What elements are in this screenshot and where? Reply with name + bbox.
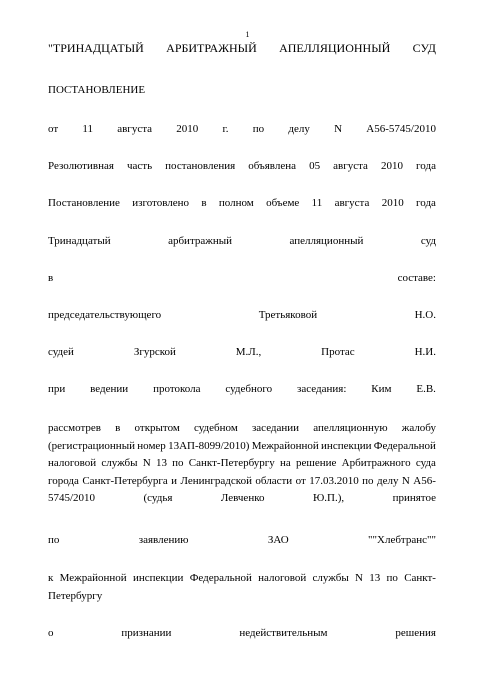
word: 11 xyxy=(82,123,93,135)
word: Тринадцатый xyxy=(48,235,111,247)
word: 5745/2010 xyxy=(48,492,96,504)
presiding-judge-line xyxy=(48,308,436,322)
word: августа xyxy=(334,197,370,209)
word: рассмотрев xyxy=(48,422,101,434)
word: объеме xyxy=(266,197,300,209)
word: ЗАО xyxy=(267,534,289,546)
recognition-line xyxy=(48,626,436,640)
word: 2010 xyxy=(380,160,403,172)
word: года xyxy=(416,160,436,172)
case-number: А56-5745/2010 xyxy=(366,123,436,135)
word: Е.В. xyxy=(416,383,436,395)
word: ведении xyxy=(90,383,129,395)
word: судебного xyxy=(225,383,273,395)
word: 13 xyxy=(369,572,381,584)
word: в xyxy=(201,197,207,209)
word: инспекции xyxy=(132,572,184,584)
word: Арбитражного xyxy=(341,457,411,469)
page-number: 1 xyxy=(245,30,250,39)
word: 2010 xyxy=(381,197,404,209)
paragraph-line xyxy=(48,455,436,473)
judge-name: Згурской xyxy=(133,346,176,358)
word: к xyxy=(48,572,54,584)
word: судебном xyxy=(194,422,238,434)
court-title xyxy=(48,41,436,55)
word: на xyxy=(280,457,291,469)
paragraph-line xyxy=(48,570,436,588)
word: объявлена xyxy=(248,160,296,172)
word: N xyxy=(355,572,363,584)
judge-initials: Н.О. xyxy=(414,309,436,321)
word: по xyxy=(48,534,60,546)
word: жалобу xyxy=(401,422,436,434)
judge-name: Третьяковой xyxy=(258,309,318,321)
word: 17.03.2010 xyxy=(309,474,359,487)
word: N xyxy=(334,123,343,135)
word: Федеральной xyxy=(373,439,436,452)
composition-line xyxy=(48,271,436,285)
judges-line xyxy=(48,345,436,359)
company-name: ""Хлебтранс"" xyxy=(368,534,436,546)
word: августа xyxy=(117,123,153,135)
word: постановления xyxy=(165,160,236,172)
word: налоговой xyxy=(48,457,97,469)
word: 05 xyxy=(309,160,321,172)
word: заявлению xyxy=(138,534,189,546)
word: суда xyxy=(415,457,436,469)
word: делу xyxy=(288,123,310,135)
word: города xyxy=(48,474,79,487)
word: А56- xyxy=(413,474,436,487)
word: службы xyxy=(101,457,138,469)
word: Межрайонной xyxy=(251,439,319,452)
full-text-date-line xyxy=(48,196,436,210)
respondent-paragraph xyxy=(48,570,436,605)
word: Ленинградской xyxy=(180,474,252,487)
word: 13 xyxy=(155,457,167,469)
word: по xyxy=(172,457,184,469)
word: от xyxy=(48,123,59,135)
application-line xyxy=(48,533,436,547)
word: судей xyxy=(48,346,74,358)
word: инспекции xyxy=(321,439,372,452)
word: (регистрационный xyxy=(48,439,135,452)
word: Постановление xyxy=(48,197,120,209)
word: г. xyxy=(222,123,229,135)
court-name-line xyxy=(48,234,436,248)
resolution-announced-line xyxy=(48,159,436,173)
paragraph-line xyxy=(48,490,436,508)
paragraph-line xyxy=(48,420,436,438)
word: 13АП-8099/2010) xyxy=(168,439,250,452)
word: Левченко xyxy=(220,492,265,504)
title-word: "ТРИНАДЦАТЫЙ xyxy=(48,41,144,55)
title-word: АПЕЛЛЯЦИОННЫЙ xyxy=(279,41,391,55)
word: о xyxy=(48,627,54,639)
word: в xyxy=(48,272,54,284)
word: составе: xyxy=(397,272,436,284)
judge-name: Протас xyxy=(321,346,355,358)
word: Ю.П.), xyxy=(312,492,345,504)
word: налоговой xyxy=(258,572,307,584)
word: N xyxy=(142,457,151,469)
word: полном xyxy=(218,197,254,209)
paragraph-line xyxy=(48,588,436,606)
word: года xyxy=(416,197,436,209)
word: апелляционный xyxy=(289,235,364,247)
word: протокола xyxy=(153,383,201,395)
word: (судья xyxy=(143,492,173,504)
document-type: ПОСТАНОВЛЕНИЕ xyxy=(48,84,146,96)
judge-initials: М.Л., xyxy=(235,346,262,358)
word: при xyxy=(48,383,66,395)
word: Петербургу xyxy=(48,589,103,602)
word: признании xyxy=(121,627,172,639)
word: решение xyxy=(296,457,337,469)
word: от xyxy=(295,474,306,487)
word: по xyxy=(252,123,265,135)
word: 11 xyxy=(311,197,323,209)
word: Федеральной xyxy=(189,572,252,584)
word: по xyxy=(362,474,374,487)
paragraph-line xyxy=(48,473,436,491)
paragraph-line xyxy=(48,438,436,456)
word: в xyxy=(115,422,121,434)
word: Резолютивная xyxy=(48,160,114,172)
word: апелляционную xyxy=(313,422,388,434)
word: Ким xyxy=(371,383,392,395)
word: и xyxy=(171,474,178,487)
word: недействительным xyxy=(239,627,328,639)
word: изготовлено xyxy=(132,197,190,209)
word: открытом xyxy=(134,422,180,434)
word: N xyxy=(401,474,410,487)
word: Санкт-Петербурга xyxy=(82,474,168,487)
word: принятое xyxy=(392,492,436,504)
word: номер xyxy=(137,439,166,452)
word: часть xyxy=(126,160,153,172)
word: заседания: xyxy=(297,383,347,395)
date-case-line xyxy=(48,122,436,136)
word: решения xyxy=(395,627,436,639)
word: заседании xyxy=(251,422,300,434)
word: августа xyxy=(333,160,368,172)
word: суд xyxy=(420,235,436,247)
word: службы xyxy=(312,572,349,584)
title-word: СУД xyxy=(412,41,436,55)
word: Санкт- xyxy=(404,572,436,584)
word: области xyxy=(255,474,293,487)
word: по xyxy=(386,572,398,584)
word: председательствующего xyxy=(48,309,162,321)
word: 2010 xyxy=(176,123,199,135)
judge-initials: Н.И. xyxy=(414,346,436,358)
appeal-paragraph xyxy=(48,420,436,508)
word: делу xyxy=(377,474,399,487)
word: арбитражный xyxy=(168,235,233,247)
word: Санкт-Петербургу xyxy=(188,457,275,469)
title-word: АРБИТРАЖНЫЙ xyxy=(166,41,257,55)
secretary-line xyxy=(48,382,436,396)
word: Межрайонной xyxy=(59,572,127,584)
